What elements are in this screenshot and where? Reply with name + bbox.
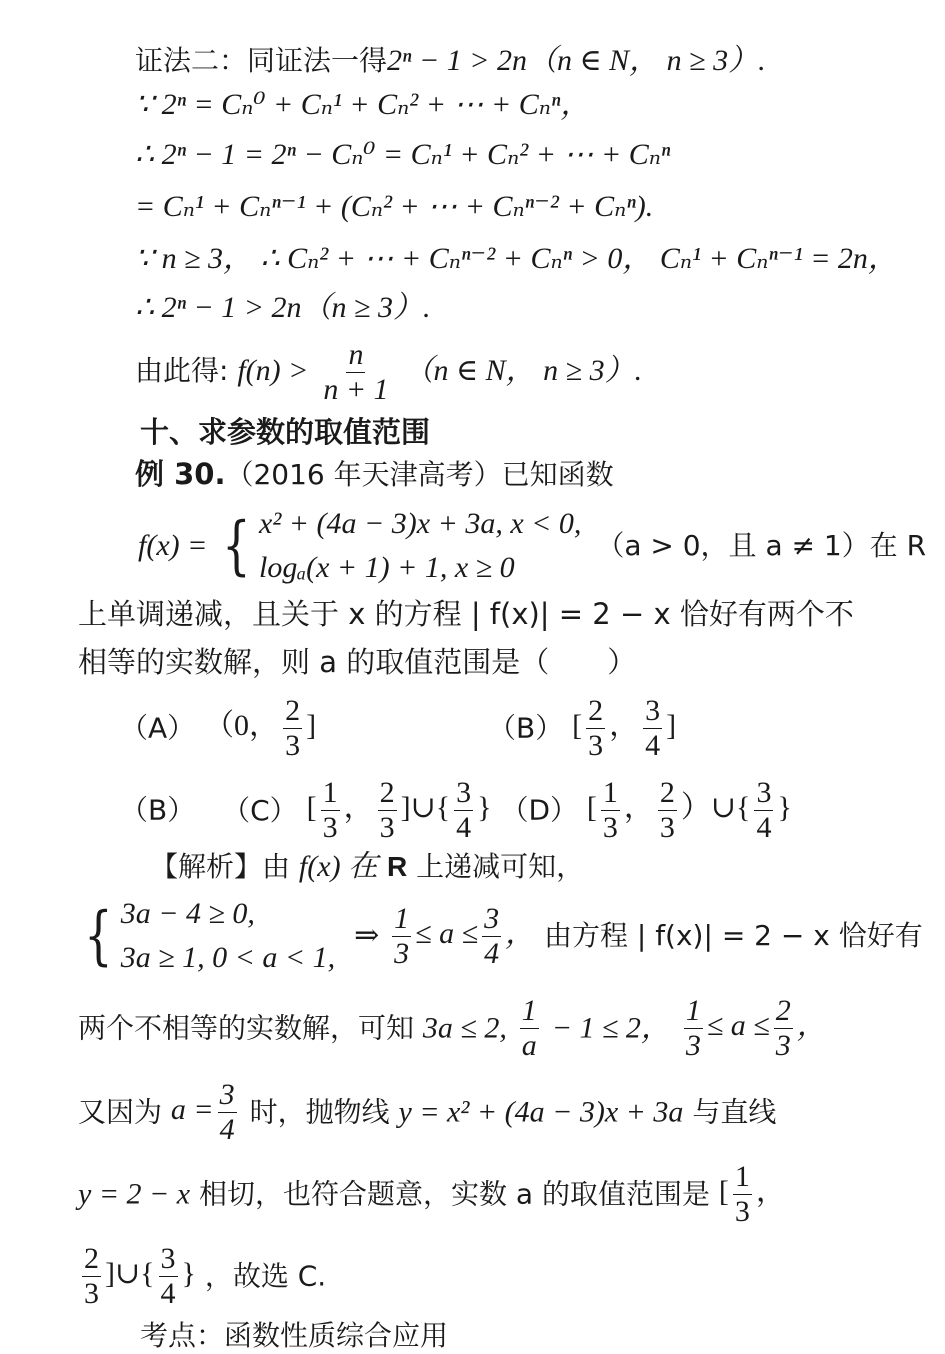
question-line-1: 上单调递减，且关于 x 的方程 | f(x)| = 2 − x 恰好有两个不 [78,597,854,631]
conclusion-lhs: f(n) > [237,354,309,387]
system-row-2: 3a ≥ 1, 0 < a < 1, [120,941,336,974]
option-B2-label: （B） [120,793,196,827]
kaodian-note: 考点：函数性质综合应用 [140,1319,449,1352]
piecewise-brace [216,502,581,590]
example-header [135,457,614,491]
system-brace [78,892,335,980]
conclusion-prefix: 由此得: [135,354,229,387]
solution-f: f(x) 在 [298,850,379,883]
option-B[interactable] [488,694,676,763]
option-A[interactable] [120,694,316,763]
system-row-1: 3a − 4 ≥ 0, [120,897,255,930]
piecewise-cases [259,502,581,590]
system-rows [121,892,335,980]
range-result: $\frac{1}{3}$ ≤ a ≤ $\frac{3}{4}$ ， [394,901,536,970]
solution-line-3-end: 与直线 [692,1095,777,1129]
solution-line-2-math2: − 1 ≤ 2， [551,1011,671,1045]
function-lhs: f(x) = [138,529,208,562]
proof-line-4: = Cₙ¹ + Cₙⁿ⁻¹ + (Cₙ² + ⋯ + Cₙⁿ⁻² + Cₙⁿ). [135,190,654,223]
solution-line-3 [78,1078,776,1147]
proof-line-5: ∵ n ≥ 3， ∴ Cₙ² + ⋯ + Cₙⁿ⁻² + Cₙⁿ > 0， Cₙ¹ + Cₙⁿ⁻¹ = 2n， [135,242,898,275]
case-2: logₐ(x + 1) + 1, x ≥ 0 [259,551,515,584]
proof-line-6: ∴ 2ⁿ − 1 > 2n（n ≥ 3）. [135,291,431,324]
solution-line-3-prefix: 又因为 [78,1095,163,1129]
option-row-2 [120,776,792,845]
solution-line-2 [78,994,827,1063]
fraction-denominator: n + 1 [323,373,389,406]
solution-line-1 [150,852,584,882]
solution-line-5 [78,1242,326,1311]
example-label: 例 30. [135,457,226,491]
parabola-equation: y = x² + (4a − 3)x + 3a [398,1095,684,1129]
option-C-value[interactable]: [ $\frac{1}{3}$ ， $\frac{2}{3}$ ]∪{ $\frac{3}{4}$ } [306,776,492,844]
solution-label: 【解析】由 [150,850,291,883]
line-equation: y = 2 − x [78,1177,191,1211]
fraction-numerator: n [348,338,364,371]
conclusion-fraction [321,338,390,407]
option-B-value: [ $\frac{2}{3}$ ， $\frac{3}{4}$ ] [572,694,677,762]
a-equals-fraction: a = $\frac{3}{4}$ [170,1078,235,1146]
case-1: x² + (4a − 3)x + 3a, x < 0, [259,507,582,540]
range-start: [ $\frac{1}{3}$ ， [718,1160,786,1228]
question-line-2: 相等的实数解，则 a 的取值范围是（ ） [78,645,637,679]
option-C-label[interactable]: （C） [222,793,298,827]
option-D-value[interactable]: [ $\frac{1}{3}$ ， $\frac{2}{3}$ ）∪{ $\frac{3}{4}$ } [586,776,792,844]
conclusion-tail: （n ∈ N， n ≥ 3）. [403,354,643,387]
proof-line-3: ∴ 2ⁿ − 1 = 2ⁿ − Cₙ⁰ = Cₙ¹ + Cₙ² + ⋯ + Cₙⁿ [135,138,671,171]
option-A-value: （0， $\frac{2}{3}$ ] [204,694,317,762]
proof-line-1 [135,46,766,76]
solution-line-1-end: 上递减可知， [416,850,585,883]
solution-line-2-math: 3a ≤ 2, [422,1011,507,1045]
proof-line-1-math: 2ⁿ − 1 > 2n（n ∈ N， n ≥ 3）. [387,44,766,77]
system-left-brace: { [84,899,113,973]
solution-line-2-prefix: 两个不相等的实数解，可知 [78,1011,415,1045]
solution-line-4-mid: 相切，也符合题意，实数 a 的取值范围是 [199,1177,710,1211]
function-condition: （a > 0，且 a ≠ 1）在 R [596,529,927,562]
solution-equation-note: 由方程 | f(x)| = 2 − x 恰好有 [543,919,923,952]
implies-symbol: ⇒ [354,919,380,952]
example-source: （2016 年天津高考）已知函数 [225,458,614,491]
option-B-label: （B） [488,711,564,745]
solution-R: R [386,851,408,882]
inequality-system [78,892,923,980]
option-D-label[interactable]: （D） [500,793,578,827]
proof-line-1-prefix: 证法二：同证法一得 [135,44,388,77]
proof-line-2: ∵ 2ⁿ = Cₙ⁰ + Cₙ¹ + Cₙ² + ⋯ + Cₙⁿ， [135,88,591,121]
reciprocal-fraction: $\frac{1}{a}$ [521,994,537,1062]
section-heading: 十、求参数的取值范围 [140,415,431,449]
proof-conclusion [135,338,642,407]
option-A-label: （A） [120,711,196,745]
solution-conclusion: ，故选 C. [204,1259,327,1293]
piecewise-function [138,502,926,590]
range-result-2: $\frac{1}{3}$ ≤ a ≤ $\frac{2}{3}$ ， [685,994,827,1062]
solution-line-4 [78,1160,786,1229]
solution-line-3-mid: 时，抛物线 [249,1095,390,1129]
left-brace: { [222,509,251,583]
range-end: $\frac{2}{3}$ ]∪{ $\frac{3}{4}$ } [84,1242,196,1310]
